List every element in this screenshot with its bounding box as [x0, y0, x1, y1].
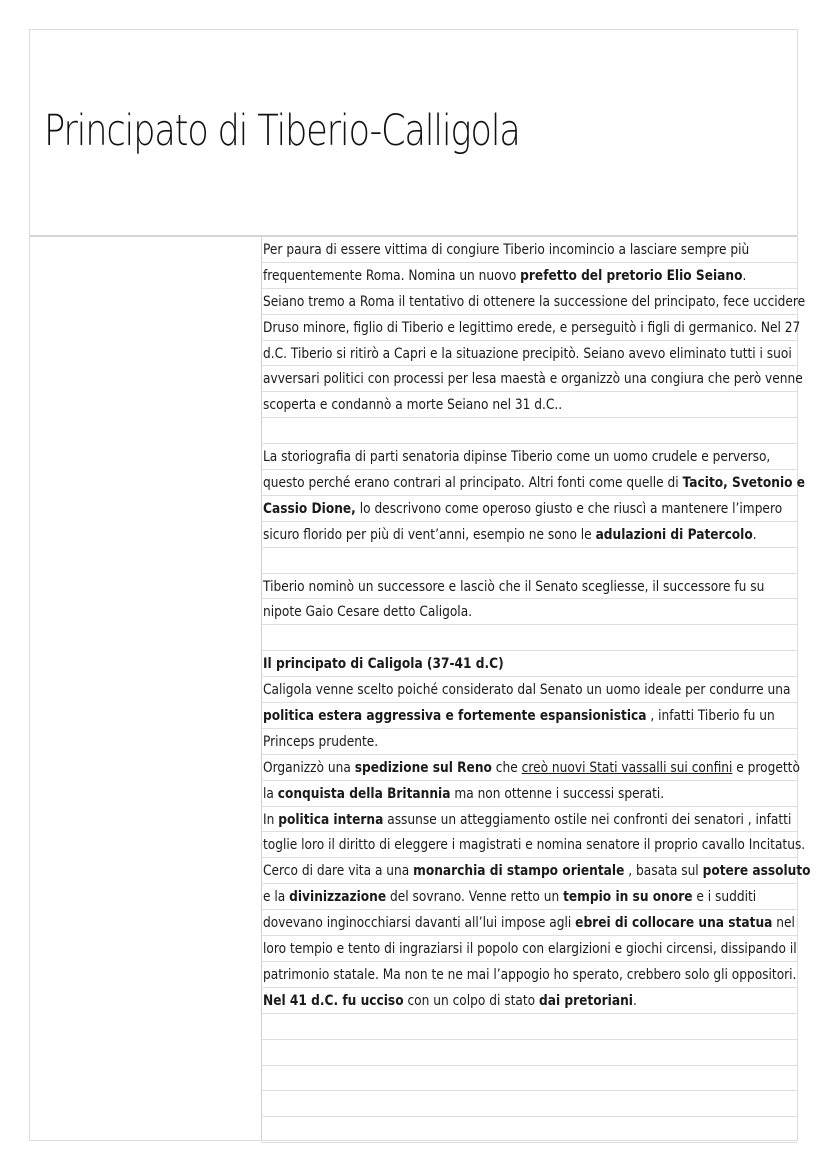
- underlined-text: creò nuovi Stati vassalli sui confini: [521, 759, 733, 776]
- note-line: [261, 625, 797, 651]
- note-line: [261, 781, 797, 807]
- text-segment: .: [752, 526, 757, 543]
- text-segment: loro tempio e tento di ingraziarsi il popolo con elargizioni e giochi circensi, dissipando il: [263, 941, 797, 958]
- bold-text: dai pretoriani: [539, 992, 633, 1009]
- text-segment: La storiografia di parti senatoria dipinse Tiberio come un uomo crudele e perverso,: [263, 449, 771, 466]
- note-line: [261, 729, 797, 755]
- text-segment: lo descrivono come operoso giusto e che riuscì a mantenere l’impero: [355, 500, 783, 517]
- note-line: [261, 962, 797, 988]
- page-title: Principato di Tiberio-Calligola: [44, 106, 520, 156]
- note-line-text: [263, 522, 757, 548]
- note-line: [261, 988, 797, 1014]
- note-line: [261, 755, 800, 781]
- note-line: [261, 677, 797, 703]
- note-line: [261, 1091, 797, 1117]
- note-line: [261, 910, 797, 936]
- text-segment: Seiano tremo a Roma il tentativo di ottenere la successione del principato, fece uccidere: [263, 293, 806, 310]
- bold-text: divinizzazione: [289, 889, 387, 906]
- text-segment: che: [491, 759, 522, 776]
- bold-text: Il principato di Caligola (37-41 d.C): [263, 656, 504, 673]
- note-line-text: [263, 366, 803, 392]
- note-line: [261, 289, 806, 315]
- note-line-text: [263, 884, 756, 910]
- note-line-text: [263, 496, 782, 522]
- text-segment: .: [632, 992, 637, 1009]
- note-line-text: [263, 677, 791, 703]
- note-line: [261, 315, 801, 341]
- note-line: [261, 599, 797, 625]
- note-line: [261, 884, 797, 910]
- text-segment: assunse un atteggiamento ostile nei confronti dei senatori , infatti: [383, 811, 792, 828]
- text-segment: scoperta e condannò a morte Seiano nel 31 d.C..: [263, 397, 563, 414]
- text-segment: Tiberio nominò un successore e lasciò che il Senato scegliesse, il successore fu su: [263, 578, 765, 595]
- note-line-text: [263, 729, 378, 755]
- bold-text: conquista della Britannia: [277, 785, 451, 802]
- text-segment: ma non ottenne i successi sperati.: [450, 785, 665, 802]
- note-line: [261, 418, 797, 444]
- text-segment: Princeps prudente.: [263, 733, 379, 750]
- note-line: [261, 858, 811, 884]
- text-segment: In: [263, 811, 279, 828]
- note-line: [261, 1014, 797, 1040]
- note-line: [261, 522, 797, 548]
- bold-text: Cassio Dione,: [263, 500, 356, 517]
- note-line-text: [263, 392, 562, 418]
- text-segment: avversari politici con processi per lesa maestà e organizzò una congiura che però venne: [263, 371, 803, 388]
- note-line: [261, 703, 797, 729]
- note-line-text: [263, 599, 472, 625]
- text-segment: e la: [263, 889, 290, 906]
- note-line-text: [263, 936, 797, 962]
- note-line-text: [263, 832, 805, 858]
- text-segment: .: [742, 267, 747, 284]
- bold-text: politica interna: [278, 811, 384, 828]
- note-line: [261, 444, 797, 470]
- bold-text: prefetto del pretorio Elio Seiano: [520, 267, 743, 284]
- cue-column: [30, 237, 262, 1140]
- note-line-text: [263, 781, 664, 807]
- notes-column: [261, 237, 811, 1140]
- note-line-text: [263, 755, 800, 781]
- note-line: [261, 496, 797, 522]
- bold-text: potere assoluto: [702, 863, 811, 880]
- note-line: [261, 651, 797, 677]
- bold-text: politica estera aggressiva e fortemente espansionistica: [263, 708, 647, 725]
- text-segment: e i sudditi: [692, 889, 757, 906]
- note-line: [261, 366, 803, 392]
- note-line: [261, 832, 806, 858]
- note-line-text: [263, 651, 504, 677]
- note-line: [261, 1040, 797, 1066]
- note-line-text: [263, 703, 775, 729]
- text-segment: nel: [772, 915, 795, 932]
- text-segment: nipote Gaio Cesare detto Caligola.: [263, 604, 473, 621]
- text-segment: Caligola venne scelto poiché considerato dal Senato un uomo ideale per condurre una: [263, 682, 791, 699]
- bold-text: Tacito, Svetonio e: [682, 475, 806, 492]
- text-segment: Cerco di dare vita a una: [263, 863, 414, 880]
- note-line: [261, 237, 797, 263]
- text-segment: sicuro florido per più di vent’anni, esempio ne sono le: [263, 526, 596, 543]
- bold-text: spedizione sul Reno: [354, 759, 492, 776]
- note-line: [261, 341, 797, 367]
- text-segment: frequentemente Roma. Nomina un nuovo: [263, 267, 521, 284]
- bold-text: tempio in su onore: [563, 889, 693, 906]
- text-segment: e progettò: [732, 759, 800, 776]
- text-segment: con un colpo di stato: [403, 992, 540, 1009]
- bold-text: ebrei di collocare una statua: [575, 915, 773, 932]
- bold-text: Nel 41 d.C. fu ucciso: [263, 992, 404, 1009]
- note-line: [261, 1066, 797, 1092]
- note-line-text: [263, 444, 770, 470]
- text-segment: Per paura di essere vittima di congiure Tiberio incomincio a lasciare sempre più: [263, 242, 750, 258]
- bold-text: monarchia di stampo orientale: [413, 863, 625, 880]
- text-segment: , basata sul: [624, 863, 703, 880]
- note-line-text: [263, 962, 796, 988]
- note-line-text: [263, 237, 749, 263]
- note-line: [261, 1117, 797, 1143]
- note-line: [261, 807, 797, 833]
- text-segment: Organizzò una: [263, 759, 355, 776]
- text-segment: patrimonio statale. Ma non te ne mai l’appogio ho sperato, crebbero solo gli oppositori.: [263, 966, 797, 983]
- note-line: [261, 548, 797, 574]
- note-line-text: [263, 910, 795, 936]
- note-line-text: [263, 807, 791, 833]
- text-segment: Druso minore, figlio di Tiberio e legittimo erede, e perseguitò i figli di germanico. Nel 27: [263, 319, 801, 336]
- note-line: [261, 574, 797, 600]
- note-page: [29, 29, 811, 1141]
- text-segment: questo perché erano contrari al principato. Altri fonti come quelle di: [263, 475, 683, 492]
- text-segment: d.C. Tiberio si ritirò a Capri e la situazione precipitò. Seiano avevo eliminato tutti i suoi: [263, 345, 792, 362]
- text-segment: , infatti Tiberio fu un: [646, 708, 775, 725]
- note-line: [261, 936, 797, 962]
- note-line-text: [263, 315, 800, 341]
- title-area: [30, 30, 797, 237]
- note-line-text: [263, 470, 805, 496]
- text-segment: la: [263, 785, 278, 802]
- text-segment: dovevano inginocchiarsi davanti all’lui impose agli: [263, 915, 576, 932]
- note-line-text: [263, 574, 764, 600]
- bold-text: adulazioni di Patercolo: [595, 526, 753, 543]
- note-line-text: [263, 858, 811, 884]
- note-line: [261, 392, 797, 418]
- note-line-text: [263, 341, 792, 367]
- text-segment: del sovrano. Venne retto un: [386, 889, 564, 906]
- note-line-text: [263, 263, 746, 289]
- note-line-text: [263, 289, 805, 315]
- note-line-text: [263, 988, 637, 1014]
- text-segment: toglie loro il diritto di eleggere i magistrati e nomina senatore il proprio cavallo Incitatus.: [263, 837, 806, 854]
- note-line: [261, 263, 797, 289]
- note-line: [261, 470, 806, 496]
